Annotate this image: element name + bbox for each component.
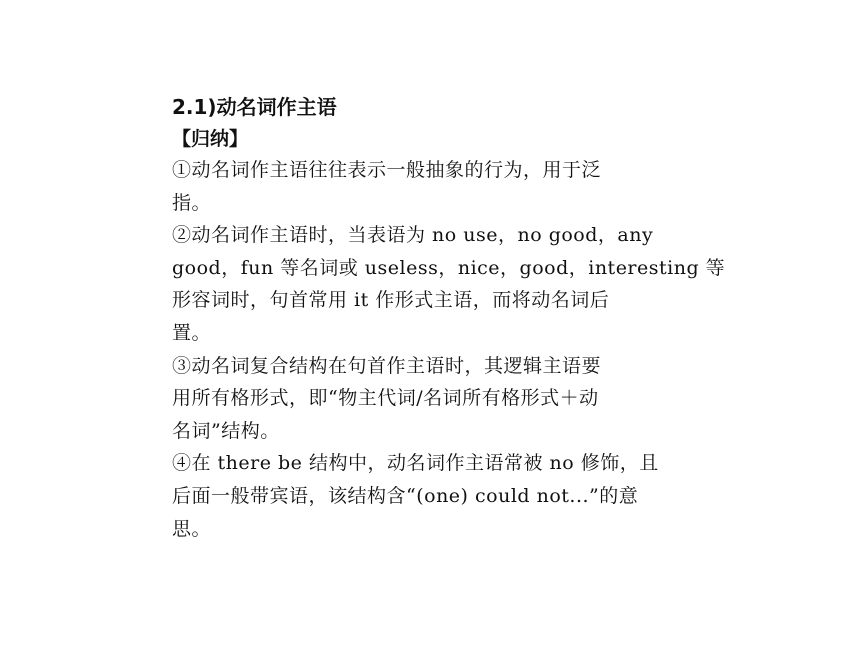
text-line: 形容词时，句首常用 it 作形式主语，而将动名词后 [172, 289, 610, 312]
document-page [172, 90, 726, 545]
text-line: 用所有格形式，即“物主代词/名词所有格形式＋动 [172, 387, 599, 410]
text-line: ④在 there be 结构中，动名词作主语常被 no 修饰，且 [172, 452, 659, 475]
text-line: 置。 [172, 321, 212, 344]
text-line: ②动名词作主语时，当表语为 no use，no good，any [172, 224, 654, 247]
section-heading: 2.1)动名词作主语 [172, 95, 337, 119]
text-line: 名词”结构。 [172, 419, 280, 442]
summary-tag: 【归纳】 [172, 128, 249, 150]
text-line: 思。 [172, 517, 212, 540]
text-line: good，fun 等名词或 useless，nice，good，interesting 等 [172, 256, 726, 279]
text-line: 后面一般带宾语，该结构含“(one) could not...”的意 [172, 484, 639, 507]
text-line: 指。 [172, 191, 212, 214]
text-line: ③动名词复合结构在句首作主语时，其逻辑主语要 [172, 354, 602, 377]
text-line: ①动名词作主语往往表示一般抽象的行为，用于泛 [172, 159, 602, 181]
